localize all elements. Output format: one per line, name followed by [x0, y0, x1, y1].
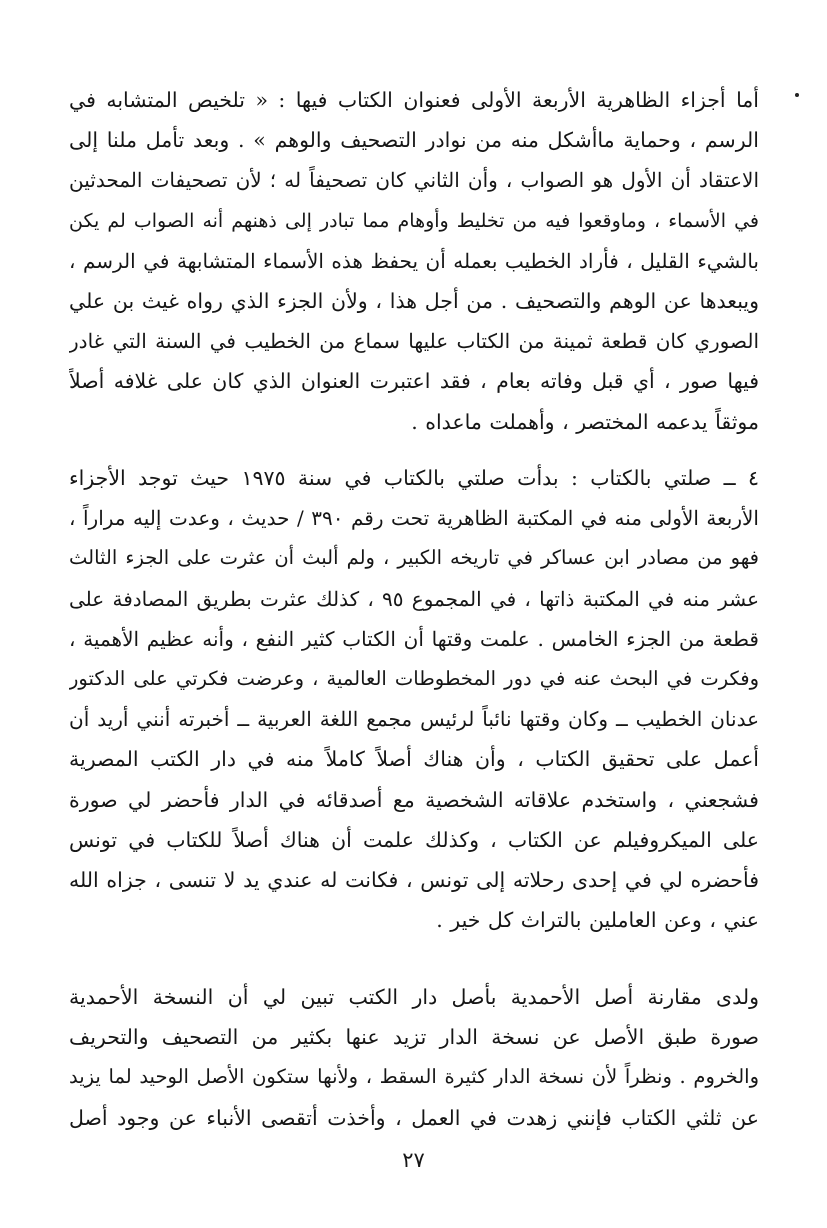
- text-line: بالشيء القليل ، فأراد الخطيب بعمله أن يحفظ هذه الأسماء المتشابهة في الرسم ،: [69, 248, 759, 273]
- text-line: الاعتقاد أن الأول هو الصواب ، وأن الثاني كان تصحيفاً له ؛ لأن تصحيفات المحدثين: [69, 168, 759, 193]
- text-line: الرسم ، وحماية ماأشكل منه من نوادر التصحيف والوهم » . وبعد تأمل ملنا إلى: [69, 128, 759, 153]
- text-line: فأحضره لي في إحدى رحلاته إلى تونس ، فكانت له عندي يد لا تنسى ، جزاه الله: [69, 867, 759, 892]
- text-line: موثقاً يدعمه المختصر ، وأهملت ماعداه .: [411, 409, 759, 434]
- text-line: فشجعني ، واستخدم علاقاته الشخصية مع أصدقائه في الدار فأحضر لي صورة: [69, 787, 759, 812]
- paragraph-section-4: [69, 458, 759, 940]
- text-line: فيها صور ، أي قبل وفاته بعام ، فقد اعتبرت العنوان الذي كان على غلافه أصلاً: [69, 369, 759, 394]
- paragraph-title-discussion: [69, 80, 759, 442]
- text-line: عشر منه في المكتبة ذاتها ، في المجموع ٩٥ ، كذلك عثرت بطريق المصادفة على: [69, 586, 759, 611]
- text-line: ويبعدها عن الوهم والتصحيف . من أجل هذا ، ولأن الجزء الذي رواه غيث بن علي: [69, 288, 759, 313]
- text-line: فهو من مصادر ابن عساكر في تاريخه الكبير ، ولم ألبث أن عثرت على الجزء الثالث: [69, 546, 759, 570]
- page-number: ٢٧: [402, 1148, 425, 1172]
- paragraph-comparison: [69, 977, 759, 1138]
- text-line: أما أجزاء الظاهرية الأربعة الأولى فعنوان الكتاب فيها : « تلخيص المتشابه في: [69, 88, 759, 112]
- text-line: وفكرت في البحث عنه في دور المخطوطات العالمية ، وعرضت فكرتي على الدكتور: [69, 666, 759, 690]
- text-line: عن ثلثي الكتاب فإنني زهدت في العمل ، وأخذت أتقصى الأنباء عن وجود أصل: [69, 1105, 759, 1130]
- text-line: ٤ ــ صلتي بالكتاب : بدأت صلتي بالكتاب في سنة ١٩٧٥ حيث توجد الأجزاء: [69, 466, 759, 490]
- text-line: قطعة من الجزء الخامس . علمت وقتها أن الكتاب كثير النفع ، وأنه عظيم الأهمية ،: [69, 626, 759, 651]
- text-line: عني ، وعن العاملين بالتراث كل خير .: [436, 908, 759, 933]
- text-line: الأربعة الأولى منه في المكتبة الظاهرية تحت رقم ٣٩٠ / حديث ، وعدت إليه مراراً ،: [69, 506, 759, 531]
- text-line: على الميكروفيلم عن الكتاب ، وكذلك علمت أن هناك أصلاً للكتاب في تونس: [69, 827, 759, 852]
- text-line: ولدى مقارنة أصل الأحمدية بأصل دار الكتب تبين لي أن النسخة الأحمدية: [69, 985, 759, 1009]
- text-line: أعمل على تحقيق الكتاب ، وأن هناك أصلاً كاملاً منه في دار الكتب المصرية: [69, 747, 759, 772]
- text-line: في الأسماء ، وماوقعوا فيه من تخليط وأوهام مما تبادر إلى ذهنهم أنه الصواب لم يكن: [69, 209, 759, 232]
- text-line: والخروم . ونظراً لأن نسخة الدار كثيرة السقط ، ولأنها ستكون الأصل الوحيد لما يزيد: [69, 1065, 759, 1089]
- text-line: صورة طبق الأصل عن نسخة الدار تزيد عنها بكثير من التصحيف والتحريف: [69, 1025, 759, 1050]
- text-line: الصوري كان قطعة ثمينة من الكتاب عليها سماع من الخطيب في السنة التي غادر: [69, 329, 759, 354]
- text-line: عدنان الخطيب ــ وكان وقتها نائباً لرئيس مجمع اللغة العربية ــ أخبرته أنني أريد أن: [69, 707, 759, 732]
- margin-dot: [795, 93, 799, 97]
